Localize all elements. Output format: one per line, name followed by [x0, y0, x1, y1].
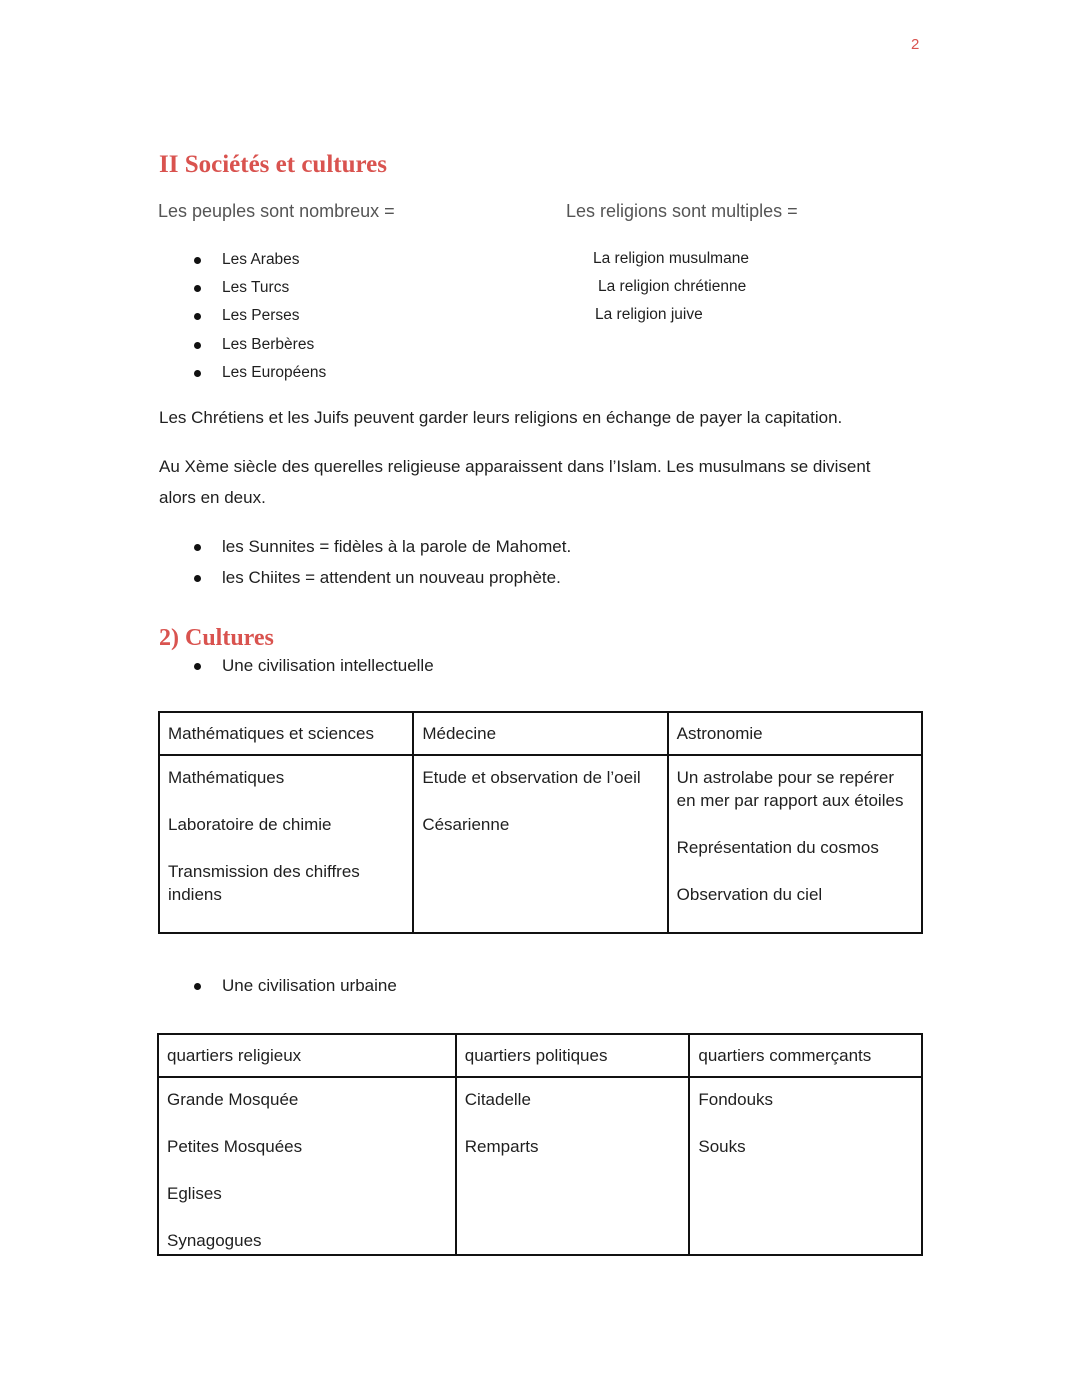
cell-text: Transmission des chiffres indiens [168, 862, 360, 904]
list-item: Les Turcs [159, 274, 326, 302]
cell-text: Représentation du cosmos [676, 838, 879, 857]
table-header: quartiers politiques [456, 1034, 690, 1077]
intellectual-table [158, 711, 923, 934]
cell-text: Laboratoire de chimie [168, 815, 332, 834]
cell-text: Fondouks [698, 1090, 774, 1109]
list-item: Une civilisation intellectuelle [159, 650, 434, 681]
cell-text: Petites Mosquées [167, 1137, 303, 1156]
cell-text: Grande Mosquée [167, 1090, 299, 1109]
table-header: quartiers commerçants [689, 1034, 922, 1077]
cell-text: Etude et observation de l’oeil [422, 768, 641, 787]
list-item: les Chiites = attendent un nouveau prophète. [159, 562, 571, 593]
paragraph-capitation: Les Chrétiens et les Juifs peuvent garder leurs religions en échange de payer la capitation. [159, 408, 843, 427]
cell-text: Un astrolabe pour se repérer en mer par rapport aux étoiles [676, 768, 904, 810]
cell-text: Mathématiques [168, 768, 285, 787]
paragraph-quarrels-line1: Au Xème siècle des querelles religieuse apparaissent dans l’Islam. Les musulmans se divisent [159, 457, 871, 476]
cell-text: Remparts [464, 1137, 539, 1156]
cell-text: Citadelle [464, 1090, 531, 1109]
paragraph-quarrels-line2: alors en deux. [159, 488, 266, 507]
peoples-heading: Les peuples sont nombreux = [158, 201, 395, 221]
intellectual-bullet [159, 650, 434, 681]
cell-text: Césarienne [422, 815, 510, 834]
table-cell [456, 1077, 690, 1255]
list-item: Les Arabes [159, 246, 326, 274]
list-item: Les Perses [159, 302, 326, 330]
page-number: 2 [911, 36, 920, 53]
table-header: Médecine [413, 712, 667, 755]
sects-list [159, 531, 571, 593]
cell-text: Souks [698, 1137, 746, 1156]
table-cell [159, 755, 413, 933]
urban-bullet [159, 970, 397, 1001]
peoples-list [159, 246, 326, 387]
table-cell [689, 1077, 922, 1255]
cultures-title: 2) Cultures [159, 625, 274, 651]
list-item: La religion juive [595, 306, 703, 323]
cell-text: Observation du ciel [676, 885, 823, 904]
table-cell [413, 755, 667, 933]
urban-table [157, 1033, 923, 1256]
table-header: Mathématiques et sciences [159, 712, 413, 755]
list-item: Les Berbères [159, 331, 326, 359]
table-header: quartiers religieux [158, 1034, 456, 1077]
cell-text: Synagogues [167, 1231, 262, 1250]
list-item: les Sunnites = fidèles à la parole de Mahomet. [159, 531, 571, 562]
table-cell [668, 755, 922, 933]
list-item: Une civilisation urbaine [159, 970, 397, 1001]
section-title: II Sociétés et cultures [159, 151, 387, 178]
religions-heading: Les religions sont multiples = [566, 201, 798, 221]
table-cell [158, 1077, 456, 1255]
table-header: Astronomie [668, 712, 922, 755]
cell-text: Eglises [167, 1184, 222, 1203]
list-item: La religion musulmane [593, 250, 749, 267]
list-item: Les Européens [159, 359, 326, 387]
list-item: La religion chrétienne [598, 278, 747, 295]
